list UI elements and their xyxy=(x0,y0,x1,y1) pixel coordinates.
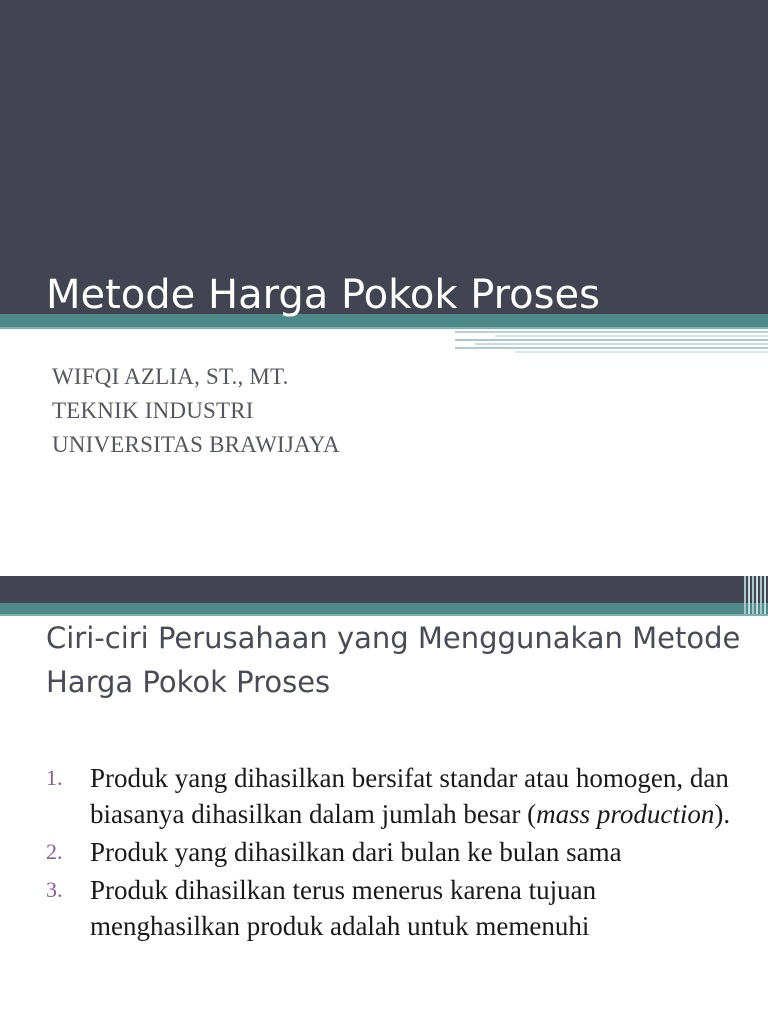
content-slide xyxy=(0,576,768,1024)
stripe xyxy=(455,347,768,349)
item-text: Produk yang dihasilkan bersifat standar atau homogen, dan biasanya dihasilkan dalam jumlah besar ( xyxy=(90,763,729,829)
decorative-stripes xyxy=(455,331,768,353)
stripe xyxy=(756,576,758,614)
characteristics-list xyxy=(46,760,736,946)
list-item xyxy=(46,834,736,870)
header-band xyxy=(0,576,768,603)
author-name: WIFQI AZLIA, ST., MT. xyxy=(52,364,289,389)
item-number: 2. xyxy=(46,839,63,864)
accent-band xyxy=(0,603,768,614)
item-number: 3. xyxy=(46,877,63,902)
slide-title: Metode Harga Pokok Proses xyxy=(46,272,600,318)
item-number: 1. xyxy=(46,765,63,790)
item-text-end: ). xyxy=(714,799,731,829)
stripe xyxy=(495,335,768,337)
stripe xyxy=(515,351,768,353)
stripe xyxy=(455,331,768,333)
accent-line xyxy=(0,327,768,329)
list-item xyxy=(46,872,736,944)
stripe xyxy=(748,576,750,614)
slide-subtitle xyxy=(52,360,340,462)
list-item xyxy=(46,760,736,832)
item-italic-text: mass production xyxy=(536,799,715,829)
stripe xyxy=(764,576,766,614)
university: UNIVERSITAS BRAWIJAYA xyxy=(52,432,340,457)
stripe xyxy=(744,576,746,614)
stripe xyxy=(760,576,762,614)
stripe xyxy=(455,339,768,341)
department: TEKNIK INDUSTRI xyxy=(52,398,254,423)
stripe xyxy=(752,576,754,614)
item-text: Produk dihasilkan terus menerus karena tujuan menghasilkan produk adalah untuk memenuhi xyxy=(90,875,597,941)
decorative-stripes xyxy=(744,576,768,614)
slide-title: Ciri-ciri Perusahaan yang Menggunakan Metode Harga Pokok Proses xyxy=(46,621,741,699)
item-text: Produk yang dihasilkan dari bulan ke bulan sama xyxy=(90,837,622,867)
stripe xyxy=(475,343,768,345)
